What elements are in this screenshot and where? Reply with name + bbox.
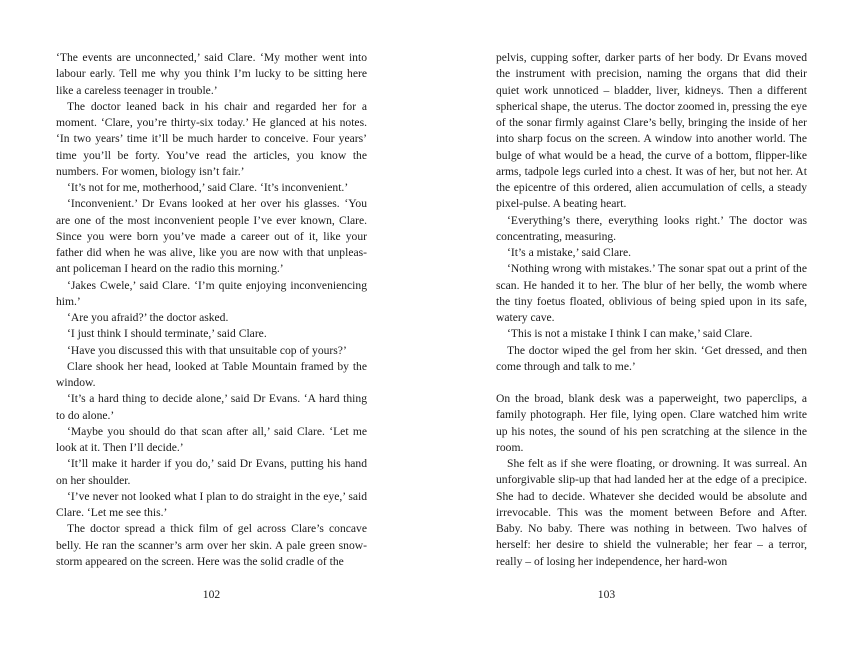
paragraph: ‘This is not a mistake I think I can make,’ said Clare. (507, 327, 753, 341)
paragraph: ‘I’ve never not looked what I plan to do straight in the eye,’ said Clare. ‘Let me see this.’ (56, 489, 367, 519)
paragraph: ‘Have you discussed this with that unsuitable cop of yours?’ (67, 343, 347, 357)
paragraph: ‘Inconvenient.’ Dr Evans looked at her over his glasses. ‘You are one of the most inconvenient people I’ve ever known, Clare. Since you were born you’ve made a career out of it, like your father did when he was alive, like you are now with that unpleasant policeman I heard on the radio this morning.’ (56, 197, 367, 276)
paragraph: The doctor wiped the gel from her skin. ‘Get dressed, and then come through and talk to me.’ (496, 343, 807, 373)
paragraph: The doctor spread a thick film of gel across Clare’s concave belly. He ran the scanner’s arm over her skin. A pale green snowstorm appeared on the screen. Here was the solid cradle of the (56, 522, 367, 568)
paragraph: ‘The events are unconnected,’ said Clare. ‘My mother went into labour early. Tell me why you think I’m lucky to be sitting here like a careless teenager in trouble.’ (56, 51, 367, 97)
paragraph: The doctor leaned back in his chair and regarded her for a moment. ‘Clare, you’re thirty-six today.’ He glanced at his notes. ‘In two years’ time it’ll be much harder to conceive. Four years’ time you’ll be forty. You’ve read the articles, you know the numbers. For women, biology isn’t fair.’ (56, 99, 367, 178)
paragraph: ‘I just think I should terminate,’ said Clare. (67, 327, 267, 341)
paragraph: Clare shook her head, looked at Table Mountain framed by the window. (56, 359, 367, 389)
right-page (431, 0, 862, 661)
left-page-text (56, 50, 367, 570)
right-page-text (496, 50, 807, 570)
page-number-left: 102 (202, 588, 221, 601)
paragraph: ‘It’s a mistake,’ said Clare. (507, 246, 632, 259)
paragraph: pelvis, cupping softer, darker parts of her body. Dr Evans moved the instrument with precision, naming the organs that did their quiet work unnoticed – bladder, liver, kidneys. Then a different spherical shape, the uterus. The doctor zoomed in, pressing the eye of the sonar firmly against Clare’s belly, bringing the inside of her into sharp focus on the screen. A window into another world. The bulge of what would be a head, the curve of a bottom, flipper-like arms, tadpole legs curled into a chest. It was of her, but not her. At the epicentre of this ordered, alien accumulation of cells, a steady pixel-pulse. A beating heart. (496, 51, 807, 211)
paragraph: ‘Everything’s there, everything looks right.’ The doctor was concentrating, measuring. (496, 213, 807, 243)
paragraph: ‘It’s not for me, motherhood,’ said Clare. ‘It’s inconvenient.’ (67, 181, 349, 194)
paragraph: She felt as if she were floating, or drowning. It was surreal. An unforgivable slip-up that had landed her at the edge of a precipice. She had to decide. Whatever she decided would be absolute and irrevocable. This was the moment between Before and After. Baby. No baby. There was nothing in between. Two halves of herself: her desire to shield the vulnerable; her fear – a terror, really – of losing her independence, her hard-won (496, 457, 807, 568)
section-start-paragraph: On the broad, blank desk was a paperweight, two paperclips, a family photograph. Her file, lying open. Clare watched him write up his notes, the sound of his pen scratching at the silence in the room. (496, 392, 807, 454)
paragraph: ‘It’ll make it harder if you do,’ said Dr Evans, putting his hand on her shoulder. (56, 457, 367, 487)
paragraph: ‘Nothing wrong with mistakes.’ The sonar spat out a print of the scan. He handed it to her. The blur of her belly, the womb where the tiny foetus floated, oblivious of being spied upon in its safe, watery cave. (496, 262, 807, 324)
paragraph: ‘Are you afraid?’ the doctor asked. (67, 311, 229, 324)
paragraph: ‘Maybe you should do that scan after all,’ said Clare. ‘Let me look at it. Then I’ll decide.’ (56, 424, 367, 454)
page-number-right: 103 (597, 588, 616, 601)
paragraph: ‘Jakes Cwele,’ said Clare. ‘I’m quite enjoying inconveniencing him.’ (56, 278, 367, 308)
paragraph: ‘It’s a hard thing to decide alone,’ said Dr Evans. ‘A hard thing to do alone.’ (56, 392, 367, 422)
